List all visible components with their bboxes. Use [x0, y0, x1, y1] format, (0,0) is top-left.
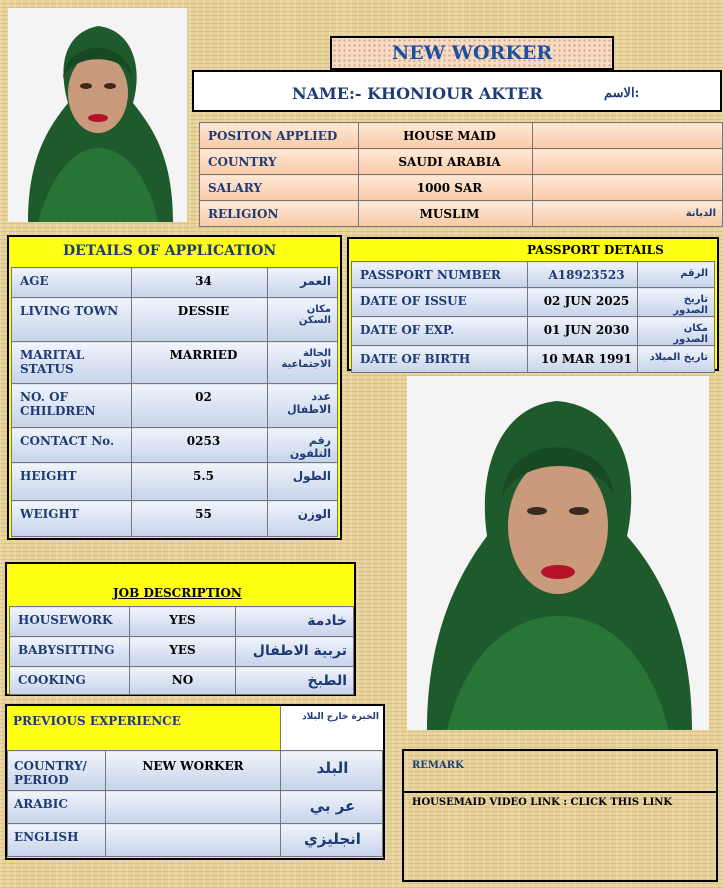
birth-ar: تاريخ الميلاد [638, 346, 715, 373]
english-ar: انجليزي [281, 824, 383, 857]
table-row [352, 346, 715, 373]
salary-label: SALARY [200, 175, 359, 201]
experience-table [7, 750, 383, 857]
babysitting-value: YES [130, 637, 236, 667]
age-label: AGE [12, 268, 132, 298]
weight-ar: الوزن [268, 501, 338, 537]
arabic-value [106, 791, 281, 824]
job-info-table [199, 122, 723, 227]
table-row [12, 342, 338, 384]
table-row [10, 667, 354, 695]
name-label-arabic: الاسم: [604, 86, 640, 101]
passport-number-value: A18923523 [528, 262, 638, 288]
town-label: LIVING TOWN [12, 298, 132, 342]
religion-label: RELIGION [200, 201, 359, 227]
job-description-title: JOB DESCRIPTION [7, 564, 354, 606]
experience-panel [5, 704, 385, 860]
expiry-label: DATE OF EXP. [352, 317, 528, 346]
name-bar [192, 70, 722, 112]
town-value: DESSIE [132, 298, 268, 342]
experience-header [7, 706, 383, 750]
table-row [200, 201, 723, 227]
country-value: SAUDI ARABIA [359, 149, 533, 175]
table-row [12, 428, 338, 463]
portrait-photo-small [8, 8, 187, 222]
table-row [200, 149, 723, 175]
cooking-label: COOKING [10, 667, 130, 695]
country-period-value: NEW WORKER [106, 751, 281, 791]
expiry-ar: مكان الصدور [638, 317, 715, 346]
weight-value: 55 [132, 501, 268, 537]
housework-value: YES [130, 607, 236, 637]
housework-label: HOUSEWORK [10, 607, 130, 637]
application-title: DETAILS OF APPLICATION [9, 237, 340, 267]
country-ar [533, 149, 723, 175]
passport-panel [347, 237, 719, 371]
religion-value: MUSLIM [359, 201, 533, 227]
table-row [10, 637, 354, 667]
contact-value: 0253 [132, 428, 268, 463]
passport-number-label: PASSPORT NUMBER [352, 262, 528, 288]
marital-value: MARRIED [132, 342, 268, 384]
contact-label: CONTACT No. [12, 428, 132, 463]
cooking-value: NO [130, 667, 236, 695]
table-row [10, 607, 354, 637]
table-row [8, 824, 383, 857]
table-row [8, 751, 383, 791]
table-row [12, 463, 338, 501]
experience-title-ar: الخبرة خارج البلاد [280, 706, 383, 750]
video-link[interactable]: HOUSEMAID VIDEO LINK : CLICK THIS LINK [412, 797, 673, 808]
issue-label: DATE OF ISSUE [352, 288, 528, 317]
table-row [12, 384, 338, 428]
passport-table [351, 261, 715, 373]
height-value: 5.5 [132, 463, 268, 501]
religion-ar: الديانة [533, 201, 723, 227]
application-panel [7, 235, 342, 540]
babysitting-ar: تربية الاطفال [236, 637, 354, 667]
arabic-ar: عر بي [281, 791, 383, 824]
height-ar: الطول [268, 463, 338, 501]
application-table [11, 267, 338, 537]
babysitting-label: BABYSITTING [10, 637, 130, 667]
position-ar [533, 123, 723, 149]
table-row [12, 298, 338, 342]
portrait-image-large [407, 376, 709, 730]
table-row [200, 123, 723, 149]
english-value [106, 824, 281, 857]
country-period-ar: البلد [281, 751, 383, 791]
children-label: NO. OF CHILDREN [12, 384, 132, 428]
worker-name: NAME:- KHONIOUR AKTER [292, 84, 543, 103]
salary-ar [533, 175, 723, 201]
birth-label: DATE OF BIRTH [352, 346, 528, 373]
portrait-image [8, 8, 187, 222]
age-value: 34 [132, 268, 268, 298]
town-ar: مكان السكن [268, 298, 338, 342]
experience-title: PREVIOUS EXPERIENCE [7, 706, 280, 750]
table-row [8, 791, 383, 824]
position-label: POSITON APPLIED [200, 123, 359, 149]
issue-value: 02 JUN 2025 [528, 288, 638, 317]
portrait-photo-large [407, 376, 709, 730]
contact-ar: رقم التلفون [268, 428, 338, 463]
country-label: COUNTRY [200, 149, 359, 175]
page-title: NEW WORKER [330, 36, 614, 70]
remark-header [404, 751, 716, 793]
height-label: HEIGHT [12, 463, 132, 501]
marital-label: MARITAL STATUS [12, 342, 132, 384]
weight-label: WEIGHT [12, 501, 132, 537]
table-row [12, 501, 338, 537]
job-description-table [9, 606, 354, 695]
passport-title: PASSPORT DETAILS [349, 239, 717, 261]
birth-value: 10 MAR 1991 [528, 346, 638, 373]
remark-panel [402, 749, 718, 882]
age-ar: العمر [268, 268, 338, 298]
table-row [352, 317, 715, 346]
table-row [12, 268, 338, 298]
table-row [352, 288, 715, 317]
salary-value: 1000 SAR [359, 175, 533, 201]
remark-label: REMARK [412, 760, 464, 771]
expiry-value: 01 JUN 2030 [528, 317, 638, 346]
children-ar: عدد الاطفال [268, 384, 338, 428]
country-period-label: COUNTRY/ PERIOD [8, 751, 106, 791]
passport-number-ar: الرقم [638, 262, 715, 288]
english-label: ENGLISH [8, 824, 106, 857]
position-value: HOUSE MAID [359, 123, 533, 149]
issue-ar: تاريخ الصدور [638, 288, 715, 317]
arabic-label: ARABIC [8, 791, 106, 824]
job-description-panel [5, 562, 356, 696]
cooking-ar: الطبخ [236, 667, 354, 695]
children-value: 02 [132, 384, 268, 428]
table-row [352, 262, 715, 288]
marital-ar: الحالة الاجتماعية [268, 342, 338, 384]
housework-ar: خادمة [236, 607, 354, 637]
table-row [200, 175, 723, 201]
